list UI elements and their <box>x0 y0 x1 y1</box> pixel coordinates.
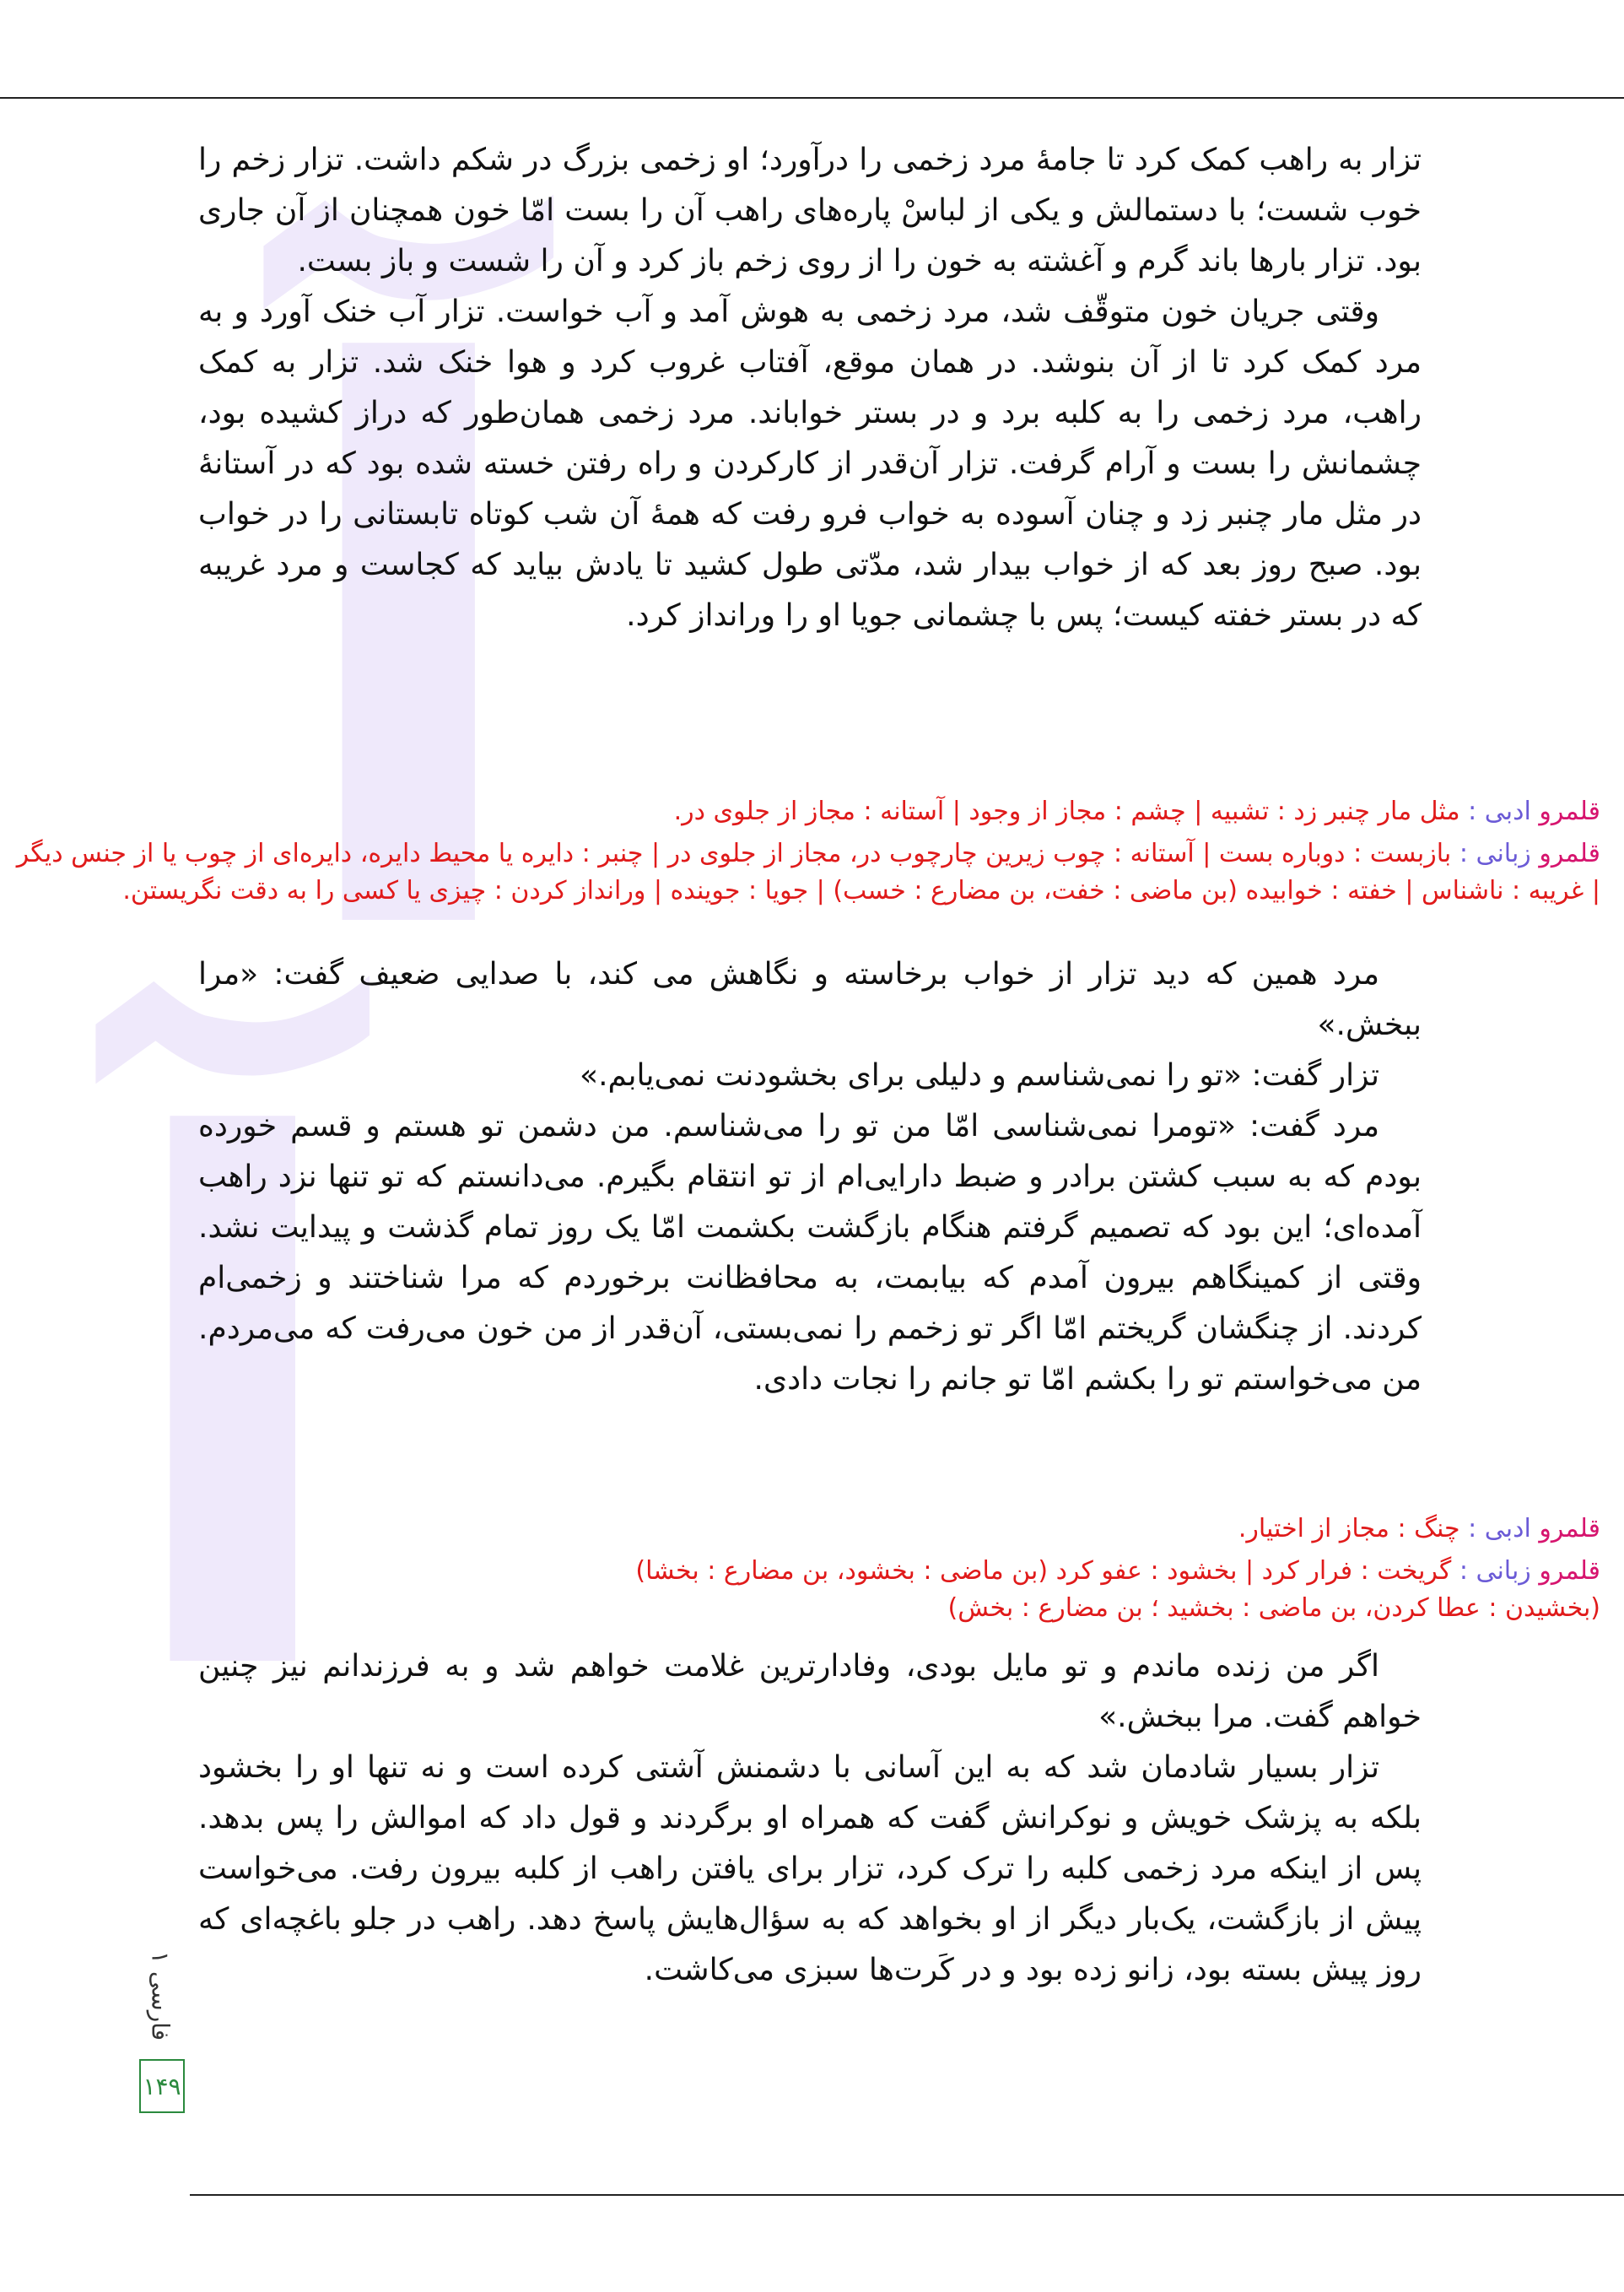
note-text: بازبست : دوباره بست | آستانه : چوب زیرین چارچوب در، مجاز از جلوی در | چنبر : دایره یا محیط دایره، دایره‌ای از چوب یا از جنس دیگر | غریبه : ناشناس | خفته : خوابیده (بن ماضی : خفت، بن مضارع : خسب) | جویا : جوینده | ورانداز کردن : چیزی یا کسی را به دقت نگریستن. <box>16 839 1600 905</box>
text-block-2 <box>198 949 1422 1405</box>
note-heading: قلمرو <box>1539 1514 1600 1543</box>
note-text: گریخت : فرار کرد | بخشود : عفو کرد (بن ماضی : بخشود، بن مضارع : بخشا) <box>635 1556 1452 1586</box>
note-heading-sub: زبانی : <box>1459 839 1531 868</box>
note-linguistic-2 <box>14 1553 1600 1590</box>
note-heading: قلمرو <box>1539 1556 1600 1586</box>
note-literary-2 <box>14 1511 1600 1548</box>
top-rule <box>0 97 1624 99</box>
note-literary-1 <box>14 793 1600 830</box>
text-block-1 <box>198 135 1422 641</box>
page-number: ۱۴۹ <box>139 2059 185 2113</box>
paragraph: تزار بسیار شادمان شد که به این آسانی با دشمنش آشتی کرده است و نه تنها او را بخشود بلکه به پزشک خویش و نوکرانش گفت که همراه او برگردند و قول داد که اموالش را پس بدهد. پس از اینکه مرد زخمی کلبه را ترک کرد، تزار برای یافتن راهب از کلبه بیرون رفت. می‌خواست پیش از بازگشت، یک‌بار دیگر از او بخواهد که به سؤال‌هایش پاسخ دهد. راهب در جلو باغچه‌ای که روز پیش بسته بود، زانو زده بود و در کَرت‌ها سبزی می‌کاشت. <box>198 1750 1422 1987</box>
text-block-3 <box>198 1641 1422 1996</box>
note-heading-sub: زبانی : <box>1459 1556 1531 1586</box>
note-text: مثل مار چنبر زد : تشبیه | چشم : مجاز از وجود | آستانه : مجاز از جلوی در. <box>673 797 1460 826</box>
paragraph: اگر من زنده ماندم و تو مایل بودی، وفادارترین غلامت خواهم شد و به فرزندانم نیز چنین خواهم گفت. مرا ببخش.» <box>198 1649 1422 1734</box>
paragraph: مرد گفت: «تومرا نمی‌شناسی امّا من تو را می‌شناسم. من دشمن تو هستم و قسم خورده بودم که به سبب کشتن برادر و ضبط دارایی‌ام از تو انتقام بگیرم. می‌دانستم که تو تنها نزد راهب آمده‌ای؛ این بود که تصمیم گرفتم هنگام بازگشت بکشمت امّا یک روز تمام گذشت و پیدایت نشد. وقتی از کمینگاهم بیرون آمدم که بیابمت، به محافظانت برخوردم که مرا شناختند و زخمی‌ام کردند. از چنگشان گریختم امّا اگر تو زخمم را نمی‌بستی، آن‌قدر از من خون می‌رفت که می‌مردم. من می‌خواستم تو را بکشم امّا تو جانم را نجات دادی. <box>198 1109 1422 1397</box>
note-text: چنگ : مجاز از اختیار. <box>1238 1514 1460 1543</box>
note-heading-sub: ادبی : <box>1468 1514 1531 1543</box>
note-heading: قلمرو <box>1539 839 1600 868</box>
paragraph: تزار به راهب کمک کرد تا جامهٔ مرد زخمی را درآورد؛ او زخمی بزرگ در شکم داشت. تزار زخم را خوب شست؛ با دستمالش و یکی از لباسْ پاره‌های راهب آن را بست امّا خون همچنان از آن جاری بود. تزار بارها باند گرم و آغشته به خون را از روی زخم باز کرد و آن را شست و باز بست. <box>198 143 1422 278</box>
note-heading-sub: ادبی : <box>1468 797 1531 826</box>
paragraph: وقتی جریان خون متوقّف شد، مرد زخمی به هوش آمد و آب خواست. تزار آب خنک آورد و به مرد کمک کرد تا از آن بنوشد. در همان موقع، آفتاب غروب کرد و هوا خنک شد. تزار به کمک راهب، مرد زخمی را به کلبه برد و در بستر خواباند. مرد زخمی همان‌طور که دراز کشیده بود، چشمانش را بست و آرام گرفت. تزار آن‌قدر از کارکردن و راه رفتن خسته شده بود که در آستانهٔ در مثل مار چنبر زد و چنان آسوده به خواب فرو رفت که همهٔ آن شب کوتاه تابستانی را در خواب بود. صبح روز بعد که از خواب بیدار شد، مدّتی طول کشید تا یادش بیاید که کجاست و مرد غریبه که در بستر خفته کیست؛ پس با چشمانی جویا او را ورانداز کرد. <box>198 295 1422 633</box>
book-title: فارسی ۱ <box>146 1950 175 2041</box>
note-heading: قلمرو <box>1539 797 1600 826</box>
note-linguistic-1 <box>14 835 1600 910</box>
paragraph: تزار گفت: «تو را نمی‌شناسم و دلیلی برای بخشودنت نمی‌یابم.» <box>580 1058 1379 1093</box>
watermark-logo: آ <box>110 996 356 1830</box>
note-text: (بخشیدن : عطا کردن، بن ماضی : بخشید ؛ بن مضارع : بخش) <box>947 1593 1600 1623</box>
bottom-rule <box>190 2194 1624 2196</box>
paragraph: مرد همین که دید تزار از خواب برخاسته و نگاهش می کند، با صدایی ضعیف گفت: «مرا ببخش.» <box>198 957 1422 1042</box>
note-linguistic-2-cont <box>14 1590 1600 1627</box>
watermark-logo: آ <box>278 216 539 1100</box>
